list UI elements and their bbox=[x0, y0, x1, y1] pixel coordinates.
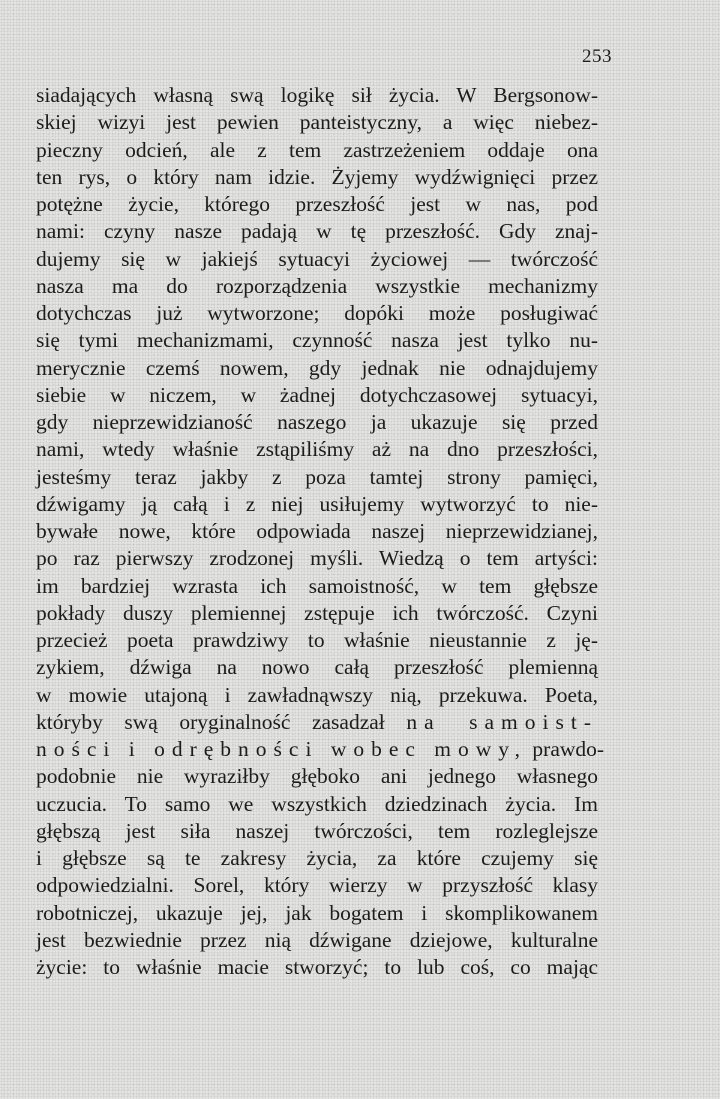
text-line-10: się tymi mechanizmami, czynność nasza jest tylko nu- bbox=[36, 328, 598, 353]
text-line-30: odpowiedzialni. Sorel, który wierzy w przyszłość klasy bbox=[36, 873, 598, 898]
text-line-29: i głębsze są te zakresy życia, za które czujemy się bbox=[36, 846, 598, 870]
text-line-33: życie: to właśnie macie stworzyć; to lub coś, co mając bbox=[36, 955, 598, 979]
text-line-32: jest bezwiednie przez nią dźwigane dziejowe, kulturalne bbox=[36, 927, 598, 952]
text-line-18: po raz pierwszy zrodzonej myśli. Wiedzą o tem artyści: bbox=[36, 546, 598, 571]
text-line-13: gdy nieprzewidzianość naszego ja ukazuje się przed bbox=[36, 410, 598, 434]
spaced-emphasis-a: na samoist- bbox=[406, 709, 598, 734]
text-line-23: w mowie utajoną i zawładnąwszy nią, przekuwa. Poeta, bbox=[36, 682, 598, 707]
text-line-26: podobnie nie wyraziłby głęboko ani jednego własnego bbox=[36, 764, 598, 789]
text-line-31: robotniczej, ukazuje jej, jak bogatem i skomplikowanem bbox=[36, 900, 598, 925]
text-line-15: jesteśmy teraz jakby z poza tamtej strony pamięci, bbox=[36, 464, 598, 489]
spaced-emphasis-b: prawdo- bbox=[532, 737, 605, 761]
text-line-3: pieczny odcień, ale z tem zastrzeżeniem oddaje ona bbox=[36, 137, 598, 162]
text-line-1: siadających własną swą logikę sił życia. W Bergsonow- bbox=[36, 83, 598, 107]
body-text bbox=[36, 82, 605, 981]
text-line-2: skiej wizyi jest pewien panteistyczny, a więc niebez- bbox=[36, 110, 598, 135]
text-line-24 bbox=[36, 709, 598, 736]
text-line-24-main: któryby swą oryginalność zasadzał bbox=[36, 709, 385, 734]
text-line-8: nasza ma do rozporządzenia wszystkie mechanizmy bbox=[36, 273, 598, 298]
text-line-28: głębszą jest siła naszej twórczości, tem rozleglejsze bbox=[36, 818, 598, 843]
text-line-4: ten rys, o który nam idzie. Żyjemy wydźwignięci przez bbox=[36, 164, 598, 189]
page-number: 253 bbox=[582, 46, 612, 67]
text-line-9: dotychczas już wytworzone; dopóki może posługiwać bbox=[36, 301, 598, 325]
text-line-20: pokłady duszy plemiennej zstępuje ich twórczość. Czyni bbox=[36, 600, 598, 625]
text-line-25 bbox=[36, 736, 605, 763]
text-line-22: zykiem, dźwiga na nowo całą przeszłość plemienną bbox=[36, 655, 598, 680]
text-line-12: siebie w niczem, w żadnej dotychczasowej sytuacyi, bbox=[36, 382, 598, 407]
text-line-16: dźwigamy ją całą i z niej usiłujemy wytworzyć to nie- bbox=[36, 491, 598, 516]
text-line-7: dujemy się w jakiejś sytuacyi życiowej — twórczość bbox=[36, 246, 598, 271]
text-line-21: przecież poeta prawdziwy to właśnie nieustannie z ję- bbox=[36, 628, 598, 652]
text-line-11: merycznie czemś nowem, gdy jednak nie odnajdujemy bbox=[36, 355, 598, 380]
text-line-19: im bardziej wzrasta ich samoistność, w tem głębsze bbox=[36, 573, 598, 598]
text-line-14: nami, wtedy właśnie zstąpiliśmy aż na dno przeszłości, bbox=[36, 437, 598, 462]
text-line-25-main: ności i odrębności wobec mowy, bbox=[36, 737, 528, 761]
text-line-27: uczucia. To samo we wszystkich dziedzinach życia. Im bbox=[36, 791, 598, 816]
text-line-17: bywałe nowe, które odpowiada naszej nieprzewidzianej, bbox=[36, 519, 598, 543]
text-line-5: potężne życie, którego przeszłość jest w nas, pod bbox=[36, 192, 598, 216]
text-line-6: nami: czyny nasze padają w tę przeszłość. Gdy znaj- bbox=[36, 219, 598, 244]
